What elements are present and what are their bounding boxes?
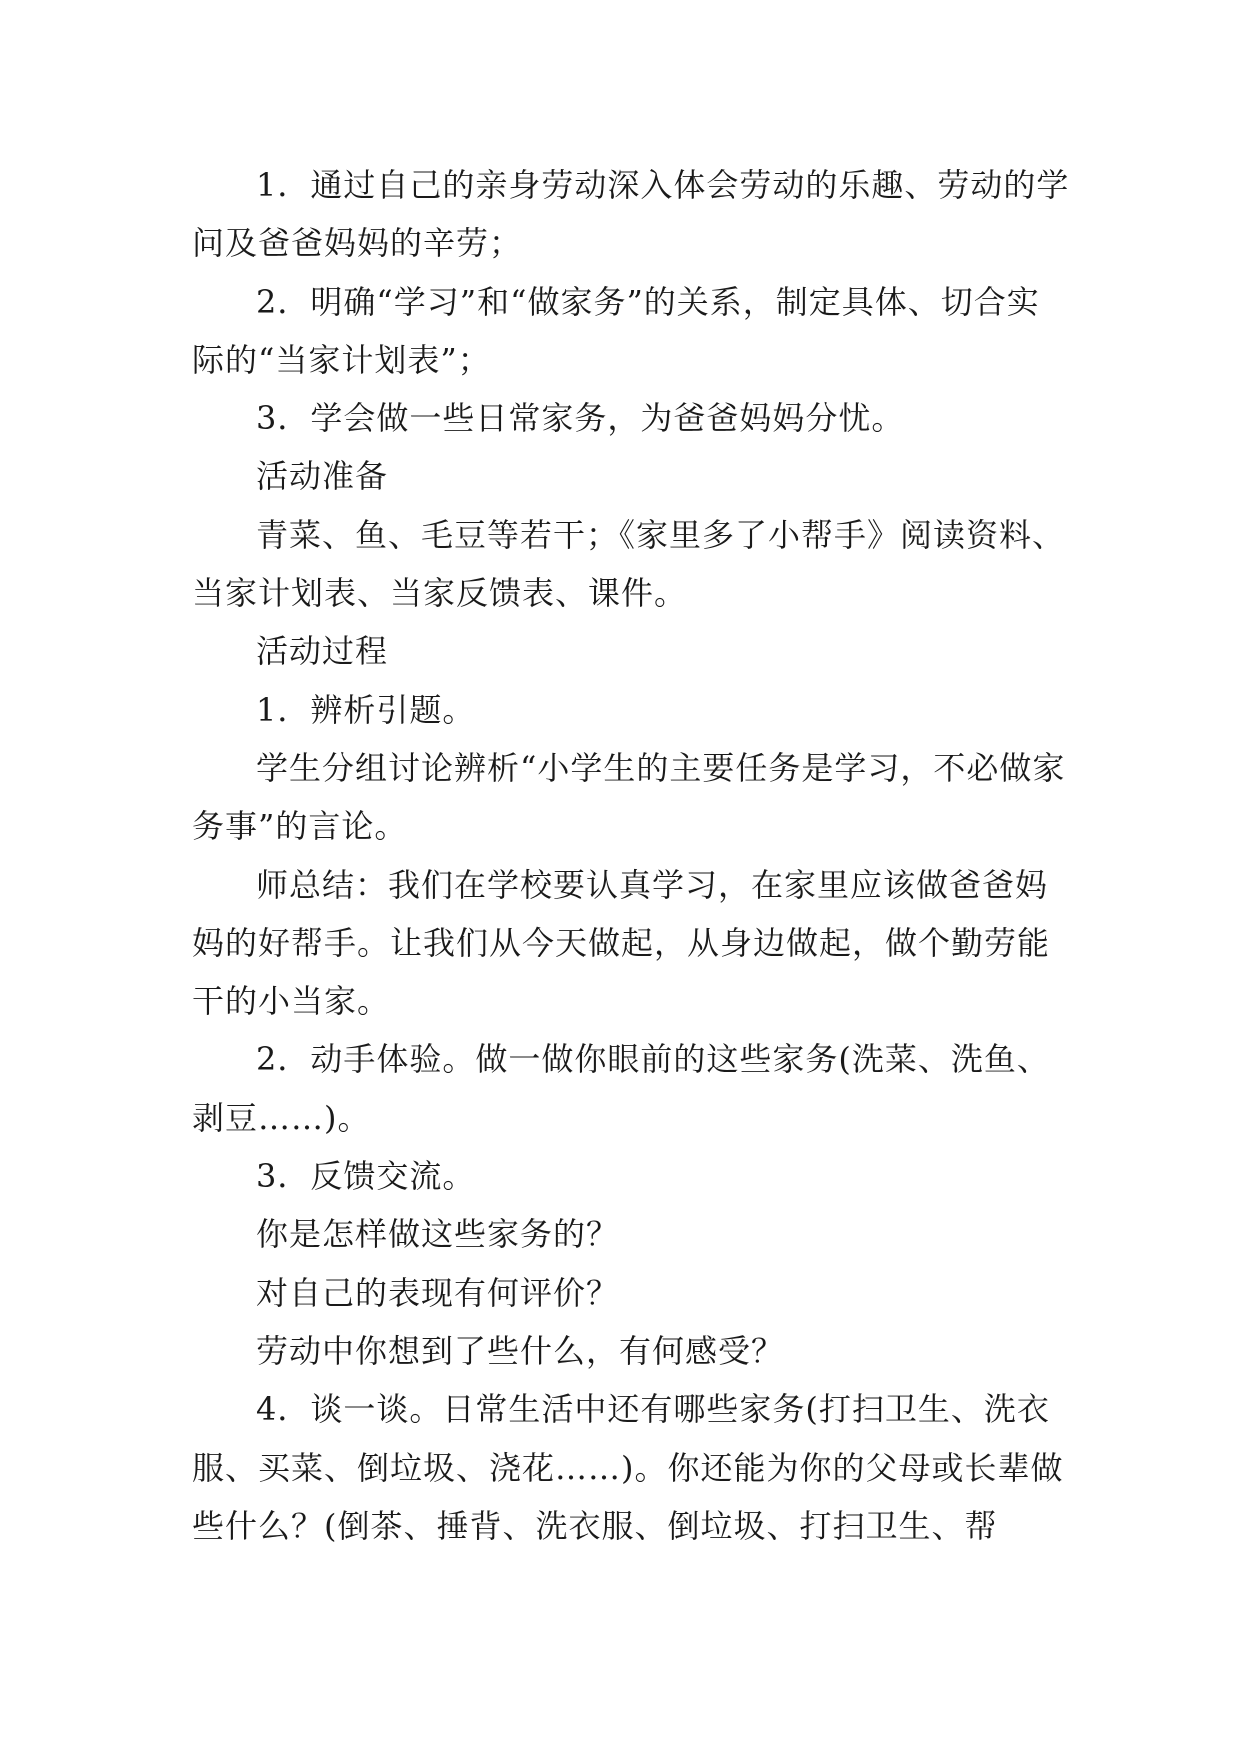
preparation-paragraph: 青菜、鱼、毛豆等若干；《家里多了小帮手》阅读资料、当家计划表、当家反馈表、课件。 — [192, 515, 1066, 613]
discussion-paragraph: 学生分组讨论辨析“小学生的主要任务是学习，不必做家务事”的言论。 — [192, 748, 1066, 846]
step-4-paragraph: 4．谈一谈。日常生活中还有哪些家务(打扫卫生、洗衣服、买菜、倒垃圾、浇花……)。你还能为你的父母或长辈做些什么？(倒茶、捶背、洗衣服、倒垃圾、打扫卫生、帮 — [192, 1390, 1064, 1545]
step-3-heading: 3．反馈交流。 — [256, 1157, 476, 1196]
goal-2-paragraph: 2．明确“学习”和“做家务”的关系，制定具体、切合实际的“当家计划表”； — [192, 282, 1040, 379]
section-heading-preparation: 活动准备 — [256, 457, 389, 496]
section-heading-process: 活动过程 — [256, 632, 389, 671]
step-1-heading: 1．辨析引题。 — [256, 690, 476, 729]
goal-1-paragraph: 1．通过自己的亲身劳动深入体会劳动的乐趣、劳动的学问及爸爸妈妈的辛劳； — [192, 166, 1070, 263]
goal-3-paragraph: 3．学会做一些日常家务，为爸爸妈妈分忧。 — [256, 399, 905, 438]
question-3: 劳动中你想到了些什么，有何感受？ — [256, 1331, 785, 1370]
question-1: 你是怎样做这些家务的？ — [256, 1215, 620, 1254]
step-2-paragraph: 2．动手体验。做一做你眼前的这些家务(洗菜、洗鱼、剥豆……)。 — [192, 1040, 1050, 1137]
teacher-summary-paragraph: 师总结：我们在学校要认真学习，在家里应该做爸爸妈妈的好帮手。让我们从今天做起，从身边做起，做个勤劳能干的小当家。 — [192, 865, 1051, 1021]
document-body — [192, 156, 1072, 1555]
question-2: 对自己的表现有何评价？ — [256, 1273, 620, 1312]
